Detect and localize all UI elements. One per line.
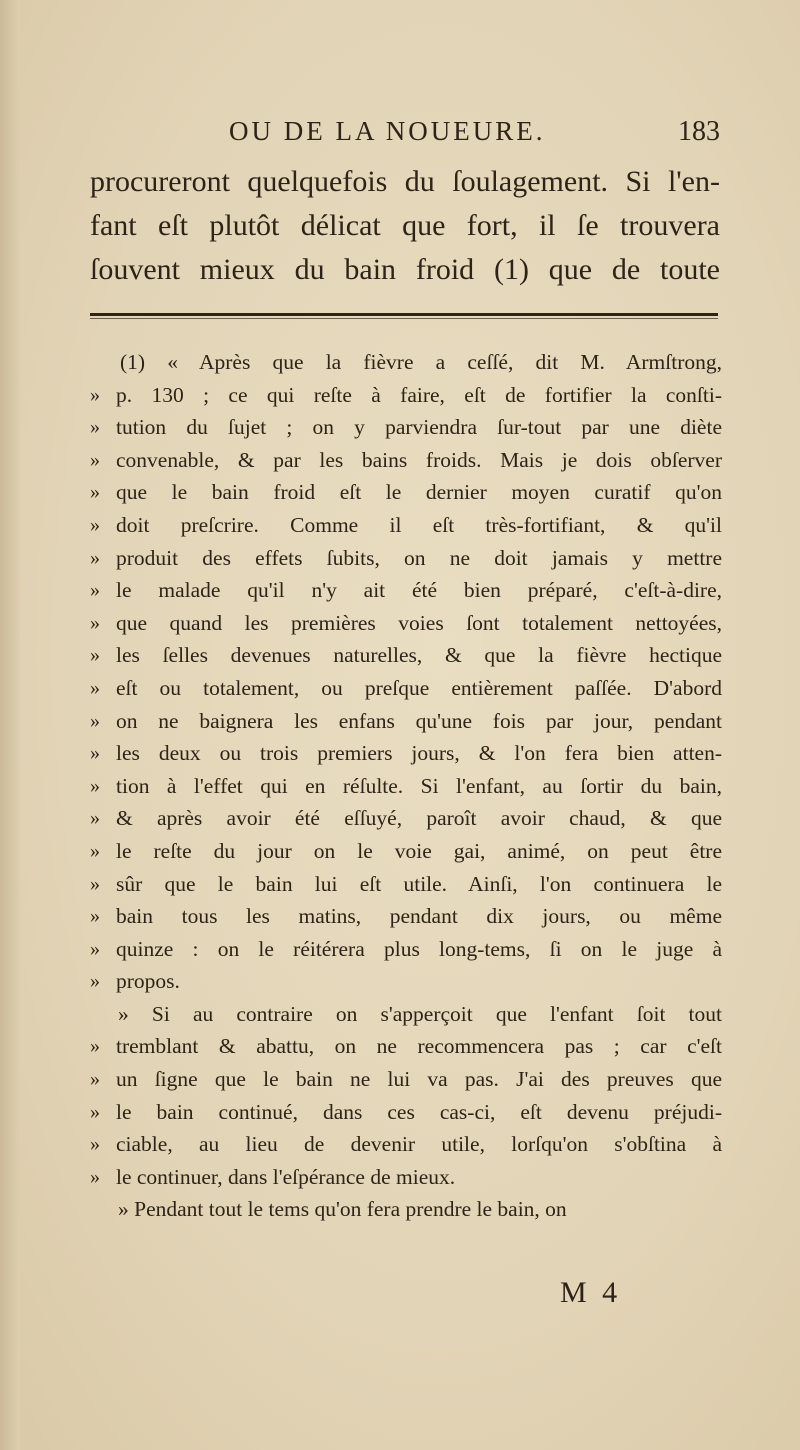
running-head [92,116,720,152]
quotation-mark: » [90,513,100,536]
footnote-text: (1) « Après que la fièvre a ceſſé, dit M. Armſtrong, [120,350,722,374]
footnote-line [90,639,722,672]
quotation-mark: » [90,937,100,960]
footnote-line [90,672,722,705]
footnote-line [90,835,722,868]
quotation-mark: » [90,905,100,928]
footnote-text: tion à l'effet qui en réſulte. Si l'enfant, au ſortir du bain, [116,773,722,798]
running-title: OU DE LA NOUEURE. [229,116,546,146]
footnote-line [90,1096,722,1129]
footnote-line [90,868,722,901]
footnote-text: doit preſcrire. Comme il eſt très-fortifiant, & qu'il [116,512,722,537]
quotation-mark: » [90,807,100,830]
quotation-mark: » [90,676,100,699]
footnote-text: eſt ou totalement, ou preſque entièrement paſſée. D'abord [116,675,722,700]
footnote-text: produit des effets ſubits, on ne doit jamais y mettre [116,545,722,570]
footnote-line [90,770,722,803]
quotation-mark: » [90,839,100,862]
footnote-text: les ſelles devenues naturelles, & que la fièvre hectique [116,643,722,668]
footnote-text: le reſte du jour on le voie gai, animé, on peut être [116,838,722,863]
footnote-text: le malade qu'il n'y ait été bien préparé, c'eſt-à-dire, [116,578,722,603]
quotation-mark: » [90,1165,100,1188]
footnote-line [90,737,722,770]
quotation-mark: » [90,546,100,569]
footnote-line [90,346,722,379]
quotation-mark: » [90,709,100,732]
footnote-line [90,1030,722,1063]
footnote-line [90,900,722,933]
footnote-text: tution du ſujet ; on y parviendra ſur-tout par une diète [116,415,722,440]
footnote-text: tremblant & abattu, on ne recommencera pas ; car c'eſt [116,1034,722,1059]
body-line: procureront quelquefois du ſoulagement. Si l'en- [90,165,720,198]
footnote-line [90,542,722,575]
footnote-separator-rule [90,313,718,316]
footnote-line [90,444,722,477]
quotation-mark: » [90,742,100,765]
footnote-line [90,1161,722,1194]
quotation-mark: » [90,1100,100,1123]
footnote-line [90,411,722,444]
footnote-line [90,998,722,1031]
footnote-text: on ne baignera les enfans qu'une fois par jour, pendant [116,708,722,733]
footnote-text: » Si au contraire on s'apperçoit que l'enfant ſoit tout [118,1001,722,1026]
signature-mark: M 4 [560,1276,622,1309]
footnote-text: convenable, & par les bains froids. Mais je dois obſerver [116,447,722,472]
footnote-line [90,933,722,966]
quotation-mark: » [90,970,100,993]
footnote-line [90,1193,722,1226]
main-text-block [90,160,720,292]
quotation-mark: » [90,579,100,602]
footnote-text: » Pendant tout le tems qu'on fera prendre le bain, on [118,1197,567,1222]
footnote-line [90,379,722,412]
footnote-line [90,1063,722,1096]
body-line: fant eſt plutôt délicat que fort, il ſe trouvera [90,209,720,242]
footnote-text: que le bain froid eſt le dernier moyen curatif qu'on [116,480,722,505]
footnote-text: & après avoir été eſſuyé, paroît avoir chaud, & que [116,806,722,831]
quotation-mark: » [90,872,100,895]
footnote-text: ciable, au lieu de devenir utile, lorſqu'on s'obſtina à [116,1132,722,1157]
quotation-mark: » [90,1035,100,1058]
quotation-mark: » [90,774,100,797]
quotation-mark: » [90,644,100,667]
quotation-mark: » [90,448,100,471]
footnote-separator-thin-rule [90,318,718,319]
body-line: ſouvent mieux du bain froid (1) que de toute [90,253,720,286]
footnote-line [90,509,722,542]
footnote-text: bain tous les matins, pendant dix jours, ou même [116,904,722,929]
footnote-text: quinze : on le réitérera plus long-tems, ſi on le juge à [116,936,722,961]
quotation-mark: » [90,481,100,504]
footnote-line [90,607,722,640]
footnote-line [90,802,722,835]
page-gutter-edge [0,0,20,1450]
quotation-mark: » [90,1068,100,1091]
quotation-mark: » [90,383,100,406]
footnote-text: sûr que le bain lui eſt utile. Ainſi, l'on continuera le [116,871,722,896]
footnote-text: les deux ou trois premiers jours, & l'on fera bien atten- [116,741,722,766]
footnote-line [90,1128,722,1161]
footnote-text: le continuer, dans l'eſpérance de mieux. [116,1164,456,1189]
footnote-text: p. 130 ; ce qui reſte à faire, eſt de fortifier la conſti- [116,382,722,407]
footnote-text: que quand les premières voies ſont totalement nettoyées, [116,610,722,635]
footnote-line [90,705,722,738]
footnote-text: le bain continué, dans ces cas-ci, eſt devenu préjudi- [116,1099,722,1124]
footnote-line [90,476,722,509]
quotation-mark: » [90,611,100,634]
footnote-text: un ſigne que le bain ne lui va pas. J'ai des preuves que [116,1067,722,1092]
footnote-line [90,965,722,998]
page-number: 183 [678,116,720,147]
footnote-block [90,346,722,1226]
footnote-text: propos. [116,969,180,994]
quotation-mark: » [90,416,100,439]
quotation-mark: » [90,1133,100,1156]
footnote-line [90,574,722,607]
